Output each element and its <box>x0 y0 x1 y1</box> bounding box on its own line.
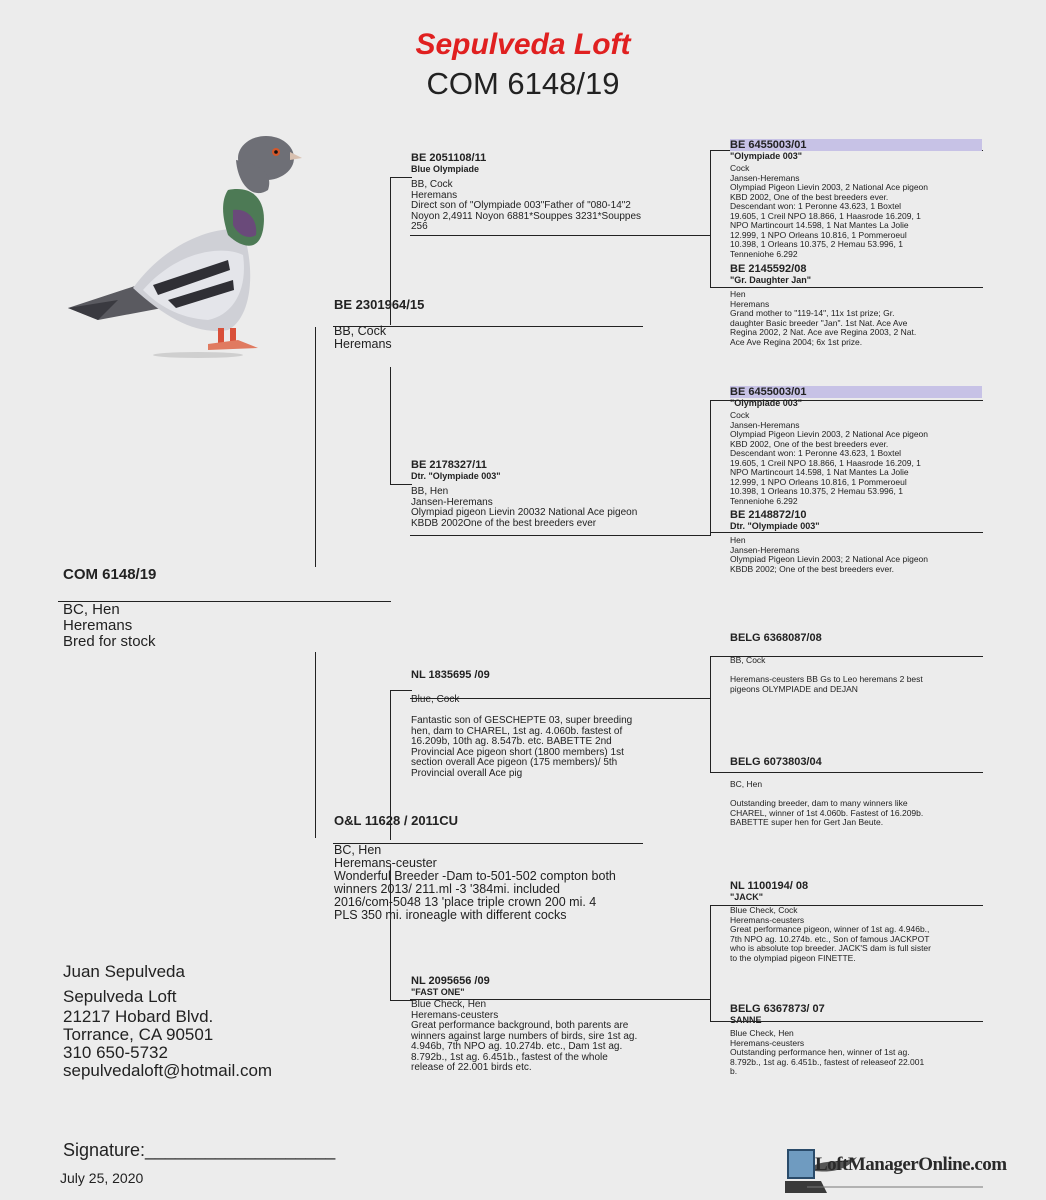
ddd-name: SANNE <box>730 1015 762 1025</box>
dss-details: BB, Cock Heremans-ceusters BB Gs to Leo heremans 2 best pigeons OLYMPIADE and DEJAN <box>730 655 923 694</box>
owner-phone: 310 650-5732 <box>63 1043 168 1062</box>
dss-id: BELG 6368087/08 <box>730 632 822 644</box>
dds-details: Blue Check, Cock Heremans-ceusters Great performance pigeon, winner of 1st ag. 4.946b., 7th NPO ag. 10.274b. etc., Son of famous JACKPOT who is absolute top breeder. JACK'S dam is full sister to the olympiad pigeon FINETTE. <box>730 905 931 963</box>
owner-street: 21217 Hobard Blvd. <box>63 1007 214 1026</box>
owner-name: Juan Sepulveda <box>63 962 185 981</box>
dd-name: "FAST ONE" <box>411 987 465 997</box>
dss-block <box>730 632 982 694</box>
ddd-details: Blue Check, Hen Heremans-ceusters Outstanding performance hen, winner of 1st ag. 8.792b., 1st ag. 6.451b., fastest of releaseof 22.001 b. <box>730 1028 925 1076</box>
ssd-name: "Gr. Daughter Jan" <box>730 275 812 285</box>
dam-block <box>334 813 634 922</box>
dsd-id: BELG 6073803/04 <box>730 756 822 768</box>
dds-name: "JACK" <box>730 892 764 902</box>
ddd-id: BELG 6367873/ 07 <box>730 1003 825 1015</box>
sdd-details: Hen Jansen-Heremans Olympiad Pigeon Lievin 2003; 2 National Ace pigeon KBDB 2002; One of the best breeders ever. <box>730 535 928 574</box>
dsd-details: BC, Hen Outstanding breeder, dam to many winners like CHAREL, winner of 1st 4.060b. Fastest of 16.209b. BABETTE super hen for Gert Jan Beute. <box>730 779 924 827</box>
ss-block <box>411 152 701 233</box>
sds-name: "Olympiade 003" <box>730 398 803 408</box>
dam-details: BC, Hen Heremans-ceuster Wonderful Breeder -Dam to-501-502 compton both winners 2013/ 211.ml -3 '384mi. included 2016/com-5048 13 'place triple crown 200 mi. 4 PLS 350 mi. ironeagle with different cocks <box>334 843 616 922</box>
sd-block <box>411 459 701 529</box>
sss-name: "Olympiade 003" <box>730 151 803 161</box>
ds-id: NL 1835695 /09 <box>411 669 490 681</box>
ss-name: Blue Olympiade <box>411 164 480 174</box>
print-date: July 25, 2020 <box>60 1170 144 1186</box>
ds-details: Blue, Cock Fantastic son of GESCHEPTE 03, super breeding hen, dam to CHAREL, 1st ag. 4.060b. fastest of 16.209b, 10th ag. 8.547b. etc. BABETTE 2nd Provincial Ace pigeon short (1800 members) 1st section overall Ace pigeon (175 members)/ 5th Provincial overall Ace pig <box>411 694 633 779</box>
sds-id: BE 6455003/01 <box>730 386 982 398</box>
dds-block <box>730 880 982 963</box>
sd-name: Dtr. "Olympiade 003" <box>411 471 501 481</box>
sdd-id: BE 2148872/10 <box>730 509 807 521</box>
ds-block <box>411 669 701 779</box>
owner-email: sepulvedaloft@hotmail.com <box>63 1061 273 1080</box>
sss-id: BE 6455003/01 <box>730 139 982 151</box>
sss-details: Cock Jansen-Heremans Olympiad Pigeon Lievin 2003, 2 National Ace pigeon KBD 2002, One of the best breeders ever. Descendant won: 1 Peronne 43.623, 1 Boxtel 19.605, 1 Creil NPO 18.866, 1 Haasrode 16.209, 1 NPO Martincourt 14.598, 1 Nat Mantes La Jolie 12.999, 1 NPO Orleans 10.816, 1 Pommeroeul 10.398, 1 Orleans 10.375, 2 Hemau 53.996, 1 Tenneniohe 6.292 <box>730 163 928 259</box>
dd-details: Blue Check, Hen Heremans-ceusters Great performance background, both parents are winners against large numbers of birds, sire 1st ag. 4.946b, 7th NPO ag. 10.274b. etc., Dam 1st ag. 8.792b., 1st ag. 6.451b., fastest of the whole release of 22.001 birds etc. <box>411 999 638 1073</box>
owner-contact <box>63 962 272 1080</box>
ssd-details: Hen Heremans Grand mother to "119-14", 11x 1st prize; Gr. daughter Basic breeder "Jan". 1st Nat. Ace Ave Regina 2002, 2 Nat. Ace ave Regina 2003, 2 Nat. Ace Ave Regina 2004; 6x 1st prize. <box>730 289 917 347</box>
dds-id: NL 1100194/ 08 <box>730 880 809 892</box>
ddd-block <box>730 1003 982 1077</box>
sire-details: BB, Cock Heremans <box>334 324 392 351</box>
sds-details: Cock Jansen-Heremans Olympiad Pigeon Lievin 2003, 2 National Ace pigeon KBD 2002, One of the best breeders ever. Descendant won: 1 Peronne 43.623, 1 Boxtel 19.605, 1 Creil NPO 18.866, 1 Haasrode 16.209, 1 NPO Martincourt 14.598, 1 Nat Mantes La Jolie 12.999, 1 NPO Orleans 10.816, 1 Pommeroeul 10.398, 1 Orleans 10.375, 2 Hemau 53.996, 1 Tenneniohe 6.292 <box>730 410 928 506</box>
dd-block <box>411 975 701 1074</box>
ss-id: BE 2051108/11 <box>411 152 487 164</box>
owner-loft: Sepulveda Loft <box>63 987 177 1006</box>
logo-text: LoftManagerOnline.com <box>815 1154 1007 1175</box>
sdd-name: Dtr. "Olympiade 003" <box>730 521 820 531</box>
owner-city: Torrance, CA 90501 <box>63 1025 214 1044</box>
subject-id: COM 6148/19 <box>63 566 157 583</box>
subject-info: BC, Hen Heremans Bred for stock <box>63 601 156 650</box>
sdd-block <box>730 509 982 574</box>
dd-id: NL 2095656 /09 <box>411 975 490 987</box>
signature-line: Signature:___________________ <box>63 1140 336 1160</box>
sd-details: BB, Hen Jansen-Heremans Olympiad pigeon Lievin 20032 National Ace pigeon KBDB 2002One of the best breeders ever <box>411 486 638 529</box>
main-bird-id: COM 6148/19 <box>426 66 620 101</box>
ssd-block <box>730 263 982 347</box>
sd-id: BE 2178327/11 <box>411 459 487 471</box>
pigeon-image <box>58 130 308 360</box>
sds-block <box>730 386 982 506</box>
loft-title: Sepulveda Loft <box>415 28 631 61</box>
sss-block <box>730 139 982 259</box>
dam-id: O&L 11628 / 2011CU <box>334 813 459 828</box>
sire-id: BE 2301964/15 <box>334 297 425 312</box>
ssd-id: BE 2145592/08 <box>730 263 807 275</box>
dsd-block <box>730 756 982 828</box>
sire-block <box>334 297 634 351</box>
ss-details: BB, Cock Heremans Direct son of "Olympiade 003"Father of "080-14"2 Noyon 2,4911 Noyon 6881*Souppes 3231*Souppes 256 <box>411 179 641 232</box>
